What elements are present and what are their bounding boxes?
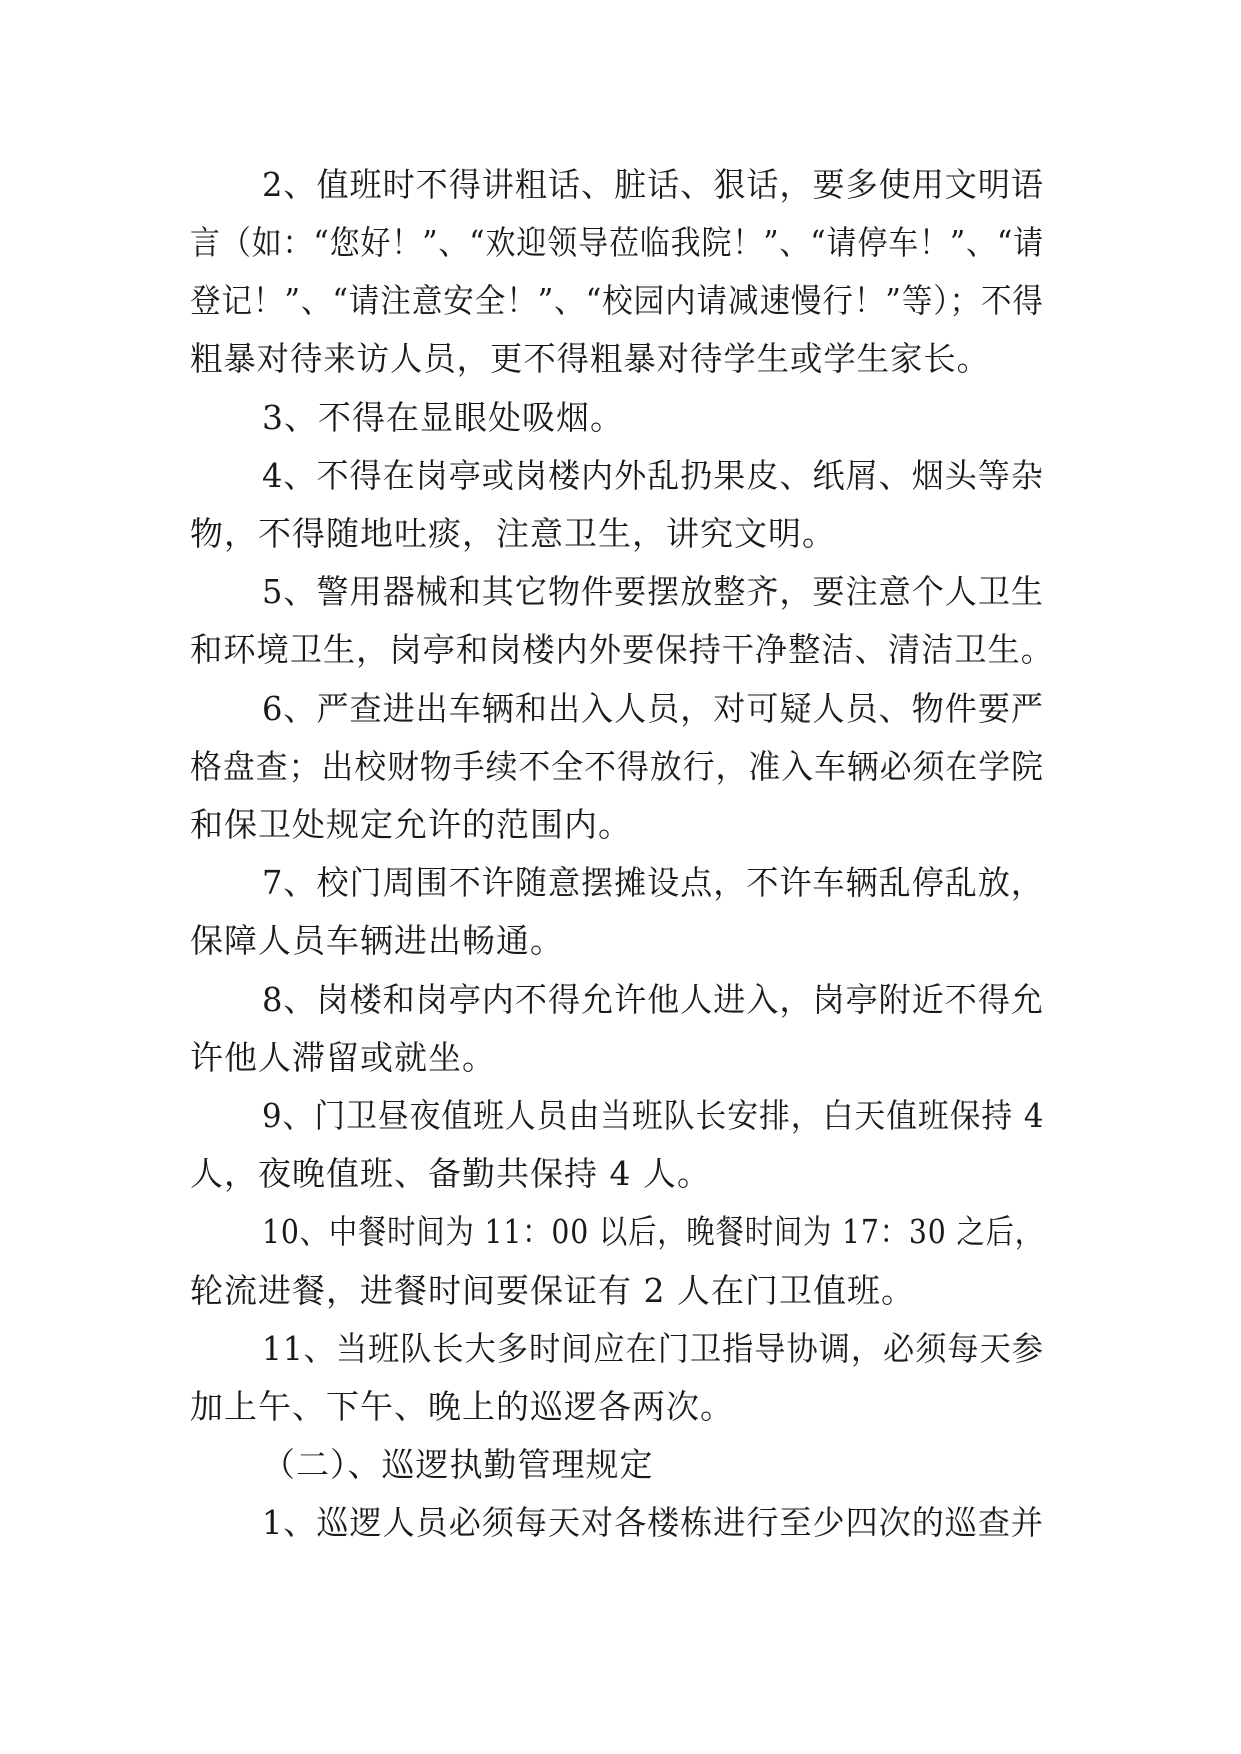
text-line: 许他人滞留或就坐。 <box>190 1038 496 1077</box>
text-line: 5、警用器械和其它物件要摆放整齐，要注意个人卫生 <box>262 572 1044 611</box>
text-line: 7、校门周围不许随意摆摊设点，不许车辆乱停乱放， <box>262 863 1044 902</box>
text-line: 和环境卫生，岗亭和岗楼内外要保持干净整洁、清洁卫生。 <box>190 630 1054 669</box>
text-line: 保障人员车辆进出畅通。 <box>190 921 564 960</box>
text-line: 物，不得随地吐痰，注意卫生，讲究文明。 <box>190 514 836 553</box>
text-line: 11、当班队长大多时间应在门卫指导协调，必须每天参 <box>262 1329 1044 1368</box>
text-line: 3、不得在显眼处吸烟。 <box>262 398 624 437</box>
text-line: 8、岗楼和岗亭内不得允许他人进入，岗亭附近不得允 <box>262 980 1044 1019</box>
text-line: 轮流进餐，进餐时间要保证有 2 人在门卫值班。 <box>190 1271 915 1310</box>
text-line: 加上午、下午、晚上的巡逻各两次。 <box>190 1387 734 1426</box>
text-line: 6、严查进出车辆和出入人员，对可疑人员、物件要严 <box>262 689 1044 728</box>
text-line: 和保卫处规定允许的范围内。 <box>190 805 632 844</box>
text-line: 2、值班时不得讲粗话、脏话、狠话，要多使用文明语 <box>262 165 1044 204</box>
text-line: 人，夜晚值班、备勤共保持 4 人。 <box>190 1154 711 1193</box>
text-line: 言（如：“您好！”、“欢迎领导莅临我院！”、“请停车！”、“请 <box>190 223 1045 262</box>
text-line: 格盘查；出校财物手续不全不得放行，准入车辆必须在学院 <box>190 747 1044 786</box>
text-line: 9、门卫昼夜值班人员由当班队长安排，白天值班保持 4 <box>262 1096 1045 1135</box>
text-line: 登记！”、“请注意安全！”、“校园内请减速慢行！”等）；不得 <box>190 281 1044 320</box>
text-line: 10、中餐时间为 11：00 以后，晚餐时间为 17：30 之后， <box>262 1212 1044 1251</box>
text-line: 4、不得在岗亭或岗楼内外乱扔果皮、纸屑、烟头等杂 <box>262 456 1044 495</box>
text-line: 粗暴对待来访人员，更不得粗暴对待学生或学生家长。 <box>190 339 990 378</box>
text-line: 1、巡逻人员必须每天对各楼栋进行至少四次的巡查并 <box>262 1503 1044 1542</box>
section-heading: （二）、巡逻执勤管理规定 <box>262 1445 654 1484</box>
